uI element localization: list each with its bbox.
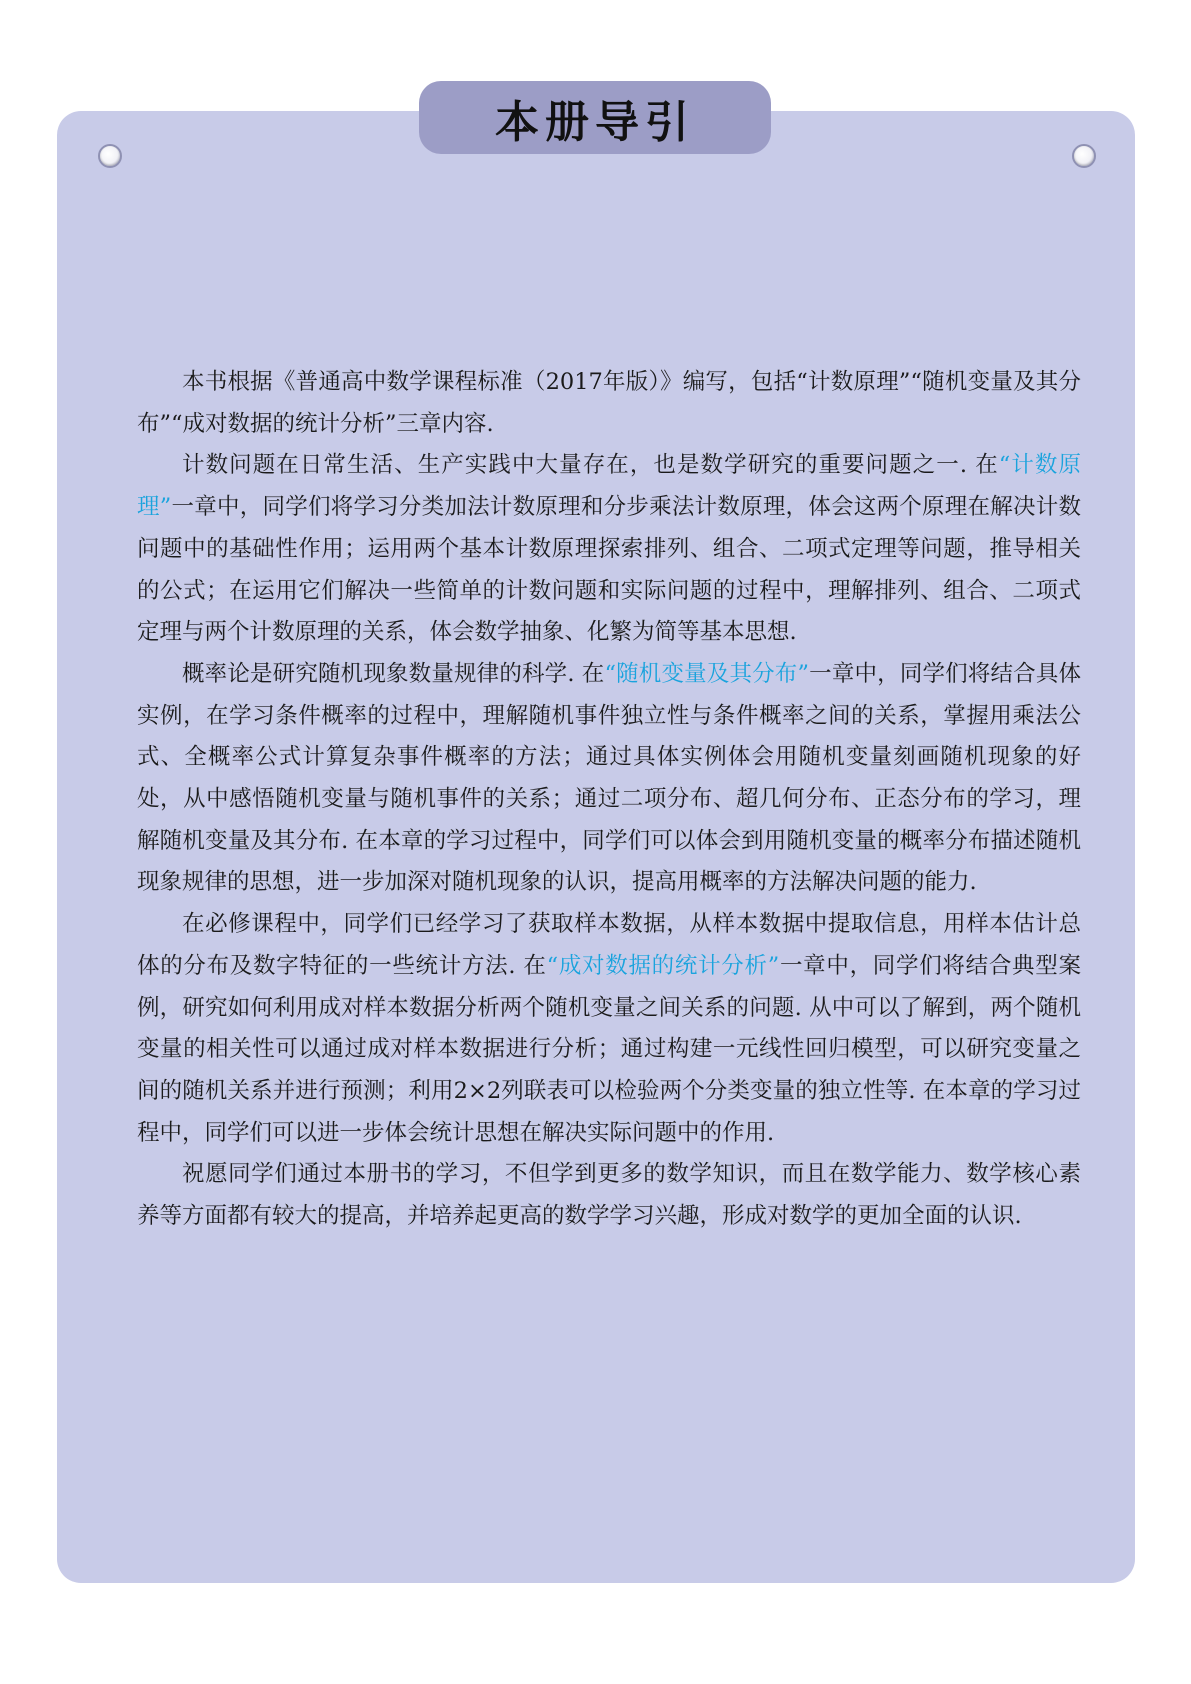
intro-body: [137, 362, 1081, 1238]
paragraph-probability: [137, 654, 1081, 904]
chapter-name-paired-data: “成对数据的统计分析”: [546, 952, 780, 979]
paragraph-text: 一章中，同学们将结合具体实例，在学习条件概率的过程中，理解随机事件独立性与条件概率之间的关系，掌握用乘法公式、全概率公式计算复杂事件概率的方法；通过具体实例体会用随机变量刻画随机现象的好处，从中感悟随机变量与随机事件的关系；通过二项分布、超几何分布、正态分布的学习，理解随机变量及其分布. 在本章的学习过程中，同学们可以体会到用随机变量的概率分布描述随机现象规律的思想，进一步加深对随机现象的认识，提高用概率的方法解决问题的能力.: [137, 660, 1081, 896]
paragraph-closing: [137, 1154, 1081, 1237]
paragraph-text: 一章中，同学们将学习分类加法计数原理和分步乘法计数原理，体会这两个原理在解决计数问题中的基础性作用；运用两个基本计数原理探索排列、组合、二项式定理等问题，推导相关的公式；在运用它们解决一些简单的计数问题和实际问题的过程中，理解排列、组合、二项式定理与两个计数原理的关系，体会数学抽象、化繁为简等基本思想.: [137, 494, 1081, 646]
chapter-name-random-variables: “随机变量及其分布”: [604, 660, 809, 687]
paragraph-text: 在必修课程中，同学们已经学习了获取样本数据，从样本数据中提取信息，用样本估计总体的分布及数字特征的一些统计方法. 在: [137, 911, 1081, 979]
paragraph-text: 计数问题在日常生活、生产实践中大量存在，也是数学研究的重要问题之一. 在: [182, 452, 999, 479]
binder-hole-left-icon: [98, 144, 122, 168]
paragraph-text: 概率论是研究随机现象数量规律的科学. 在: [182, 660, 605, 687]
paragraph-text: 祝愿同学们通过本册书的学习，不但学到更多的数学知识，而且在数学能力、数学核心素养等方面都有较大的提高，并培养起更高的数学学习兴趣，形成对数学的更加全面的认识.: [137, 1161, 1081, 1230]
paragraph-statistics: [137, 904, 1081, 1154]
page-title: 本册导引: [495, 96, 695, 148]
paragraph-text: 一章中，同学们将结合典型案例，研究如何利用成对样本数据分析两个随机变量之间关系的问题. 从中可以了解到，两个随机变量的相关性可以通过成对样本数据进行分析；通过构建一元线性回归模型，可以研究变量之间的随机关系并进行预测；利用2×2列联表可以检验两个分类变量的独立性等. 在本章的学习过程中，同学们可以进一步体会统计思想在解决实际问题中的作用.: [137, 952, 1081, 1146]
chapter-name-counting: “计数原理”: [137, 452, 1081, 521]
binder-hole-right-icon: [1072, 144, 1096, 168]
paragraph-counting: [137, 445, 1081, 654]
paragraph-text: 本书根据《普通高中数学课程标准（2017年版）》编写，包括“计数原理”“随机变量及其分布”“成对数据的统计分析”三章内容.: [137, 369, 1081, 437]
paragraph-overview: [137, 362, 1081, 445]
title-tab: [419, 81, 771, 154]
